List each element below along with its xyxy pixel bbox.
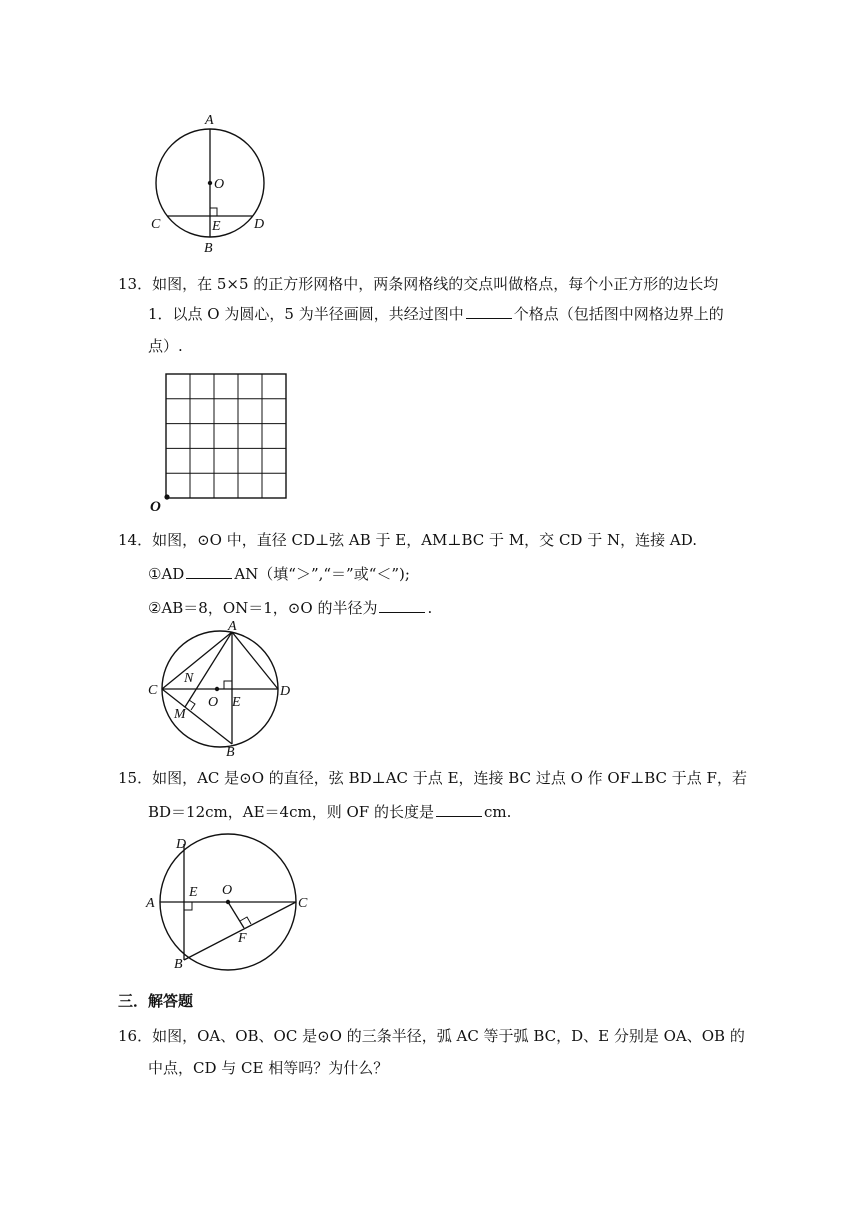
label-o: O <box>214 177 225 192</box>
section-heading: 三．解答题 <box>118 992 194 1010</box>
label-o: O <box>222 883 233 898</box>
label-o: O <box>150 499 161 514</box>
center-point <box>215 687 219 691</box>
figure-q14 <box>140 620 300 760</box>
grid-lines <box>166 374 286 498</box>
q14-answer-blank-1[interactable] <box>186 564 232 579</box>
right-angle-e <box>184 902 192 910</box>
label-e: E <box>212 219 221 234</box>
label-c: C <box>151 217 161 232</box>
figure-q12 <box>140 108 280 258</box>
label-n: N <box>184 671 194 686</box>
figure-q15 <box>140 832 320 977</box>
label-c: C <box>298 896 308 911</box>
q14-line2-post: AN（填“＞”,“＝”或“＜”); <box>234 565 410 583</box>
center-point <box>226 900 230 904</box>
q15-line2-pre: BD＝12cm，AE＝4cm，则 OF 的长度是 <box>148 803 434 821</box>
q15-answer-blank[interactable] <box>436 802 482 817</box>
segment-of <box>228 902 244 928</box>
segment-ac <box>162 632 232 689</box>
right-angle-mark <box>210 208 217 216</box>
label-c: C <box>148 683 158 698</box>
label-b: B <box>174 957 183 972</box>
right-angle-m <box>189 700 195 710</box>
point-o <box>164 494 169 499</box>
q14-line1: 14．如图，⊙O 中，直径 CD⊥弦 AB 于 E，AM⊥BC 于 M，交 CD 于 N，连接 AD. <box>118 531 697 549</box>
q14-line3-pre: ②AB＝8，ON＝1，⊙O 的半径为 <box>148 599 378 617</box>
q14-answer-blank-2[interactable] <box>379 598 425 613</box>
label-a: A <box>228 620 237 634</box>
q15-line2-post: cm. <box>483 803 512 821</box>
label-o: O <box>208 695 219 710</box>
label-a: A <box>146 896 155 911</box>
label-b: B <box>226 745 235 760</box>
label-e: E <box>189 885 198 900</box>
q13-line2-post: 个格点（包括图中网格边界上的 <box>513 305 724 323</box>
label-f: F <box>238 931 247 946</box>
label-d: D <box>254 217 265 232</box>
q16-line1: 16．如图，OA、OB、OC 是⊙O 的三条半径，弧 AC 等于弧 BC，D、E 分别是 OA、OB 的 <box>118 1027 745 1045</box>
q14-line3-post: . <box>427 599 433 617</box>
q15-line1: 15．如图，AC 是⊙O 的直径，弦 BD⊥AC 于点 E，连接 BC 过点 O 作 OF⊥BC 于点 F，若 <box>118 769 747 787</box>
q14-line2 <box>148 564 410 584</box>
q14-line3 <box>148 598 432 618</box>
figure-q13-grid <box>146 368 292 514</box>
q13-line2-pre: 1．以点 O 为圆心，5 为半径画圆，共经过图中 <box>148 305 464 323</box>
q13-line3: 点）. <box>148 337 183 355</box>
label-d: D <box>176 837 187 852</box>
q13-line1: 13．如图，在 5×5 的正方形网格中，两条网格线的交点叫做格点，每个小正方形的边长均 <box>118 275 719 293</box>
label-e: E <box>232 695 241 710</box>
label-a: A <box>205 113 214 128</box>
q15-line2 <box>148 802 511 822</box>
segment-bc <box>162 689 232 744</box>
center-point <box>208 181 212 185</box>
label-m: M <box>174 707 186 722</box>
right-angle-e <box>224 681 232 689</box>
q13-answer-blank[interactable] <box>466 304 512 319</box>
q16-line2: 中点，CD 与 CE 相等吗？为什么？ <box>148 1059 389 1077</box>
label-b: B <box>204 241 213 256</box>
label-d: D <box>280 684 291 699</box>
q13-line2 <box>148 304 724 324</box>
q14-line2-pre: ①AD <box>148 565 185 583</box>
